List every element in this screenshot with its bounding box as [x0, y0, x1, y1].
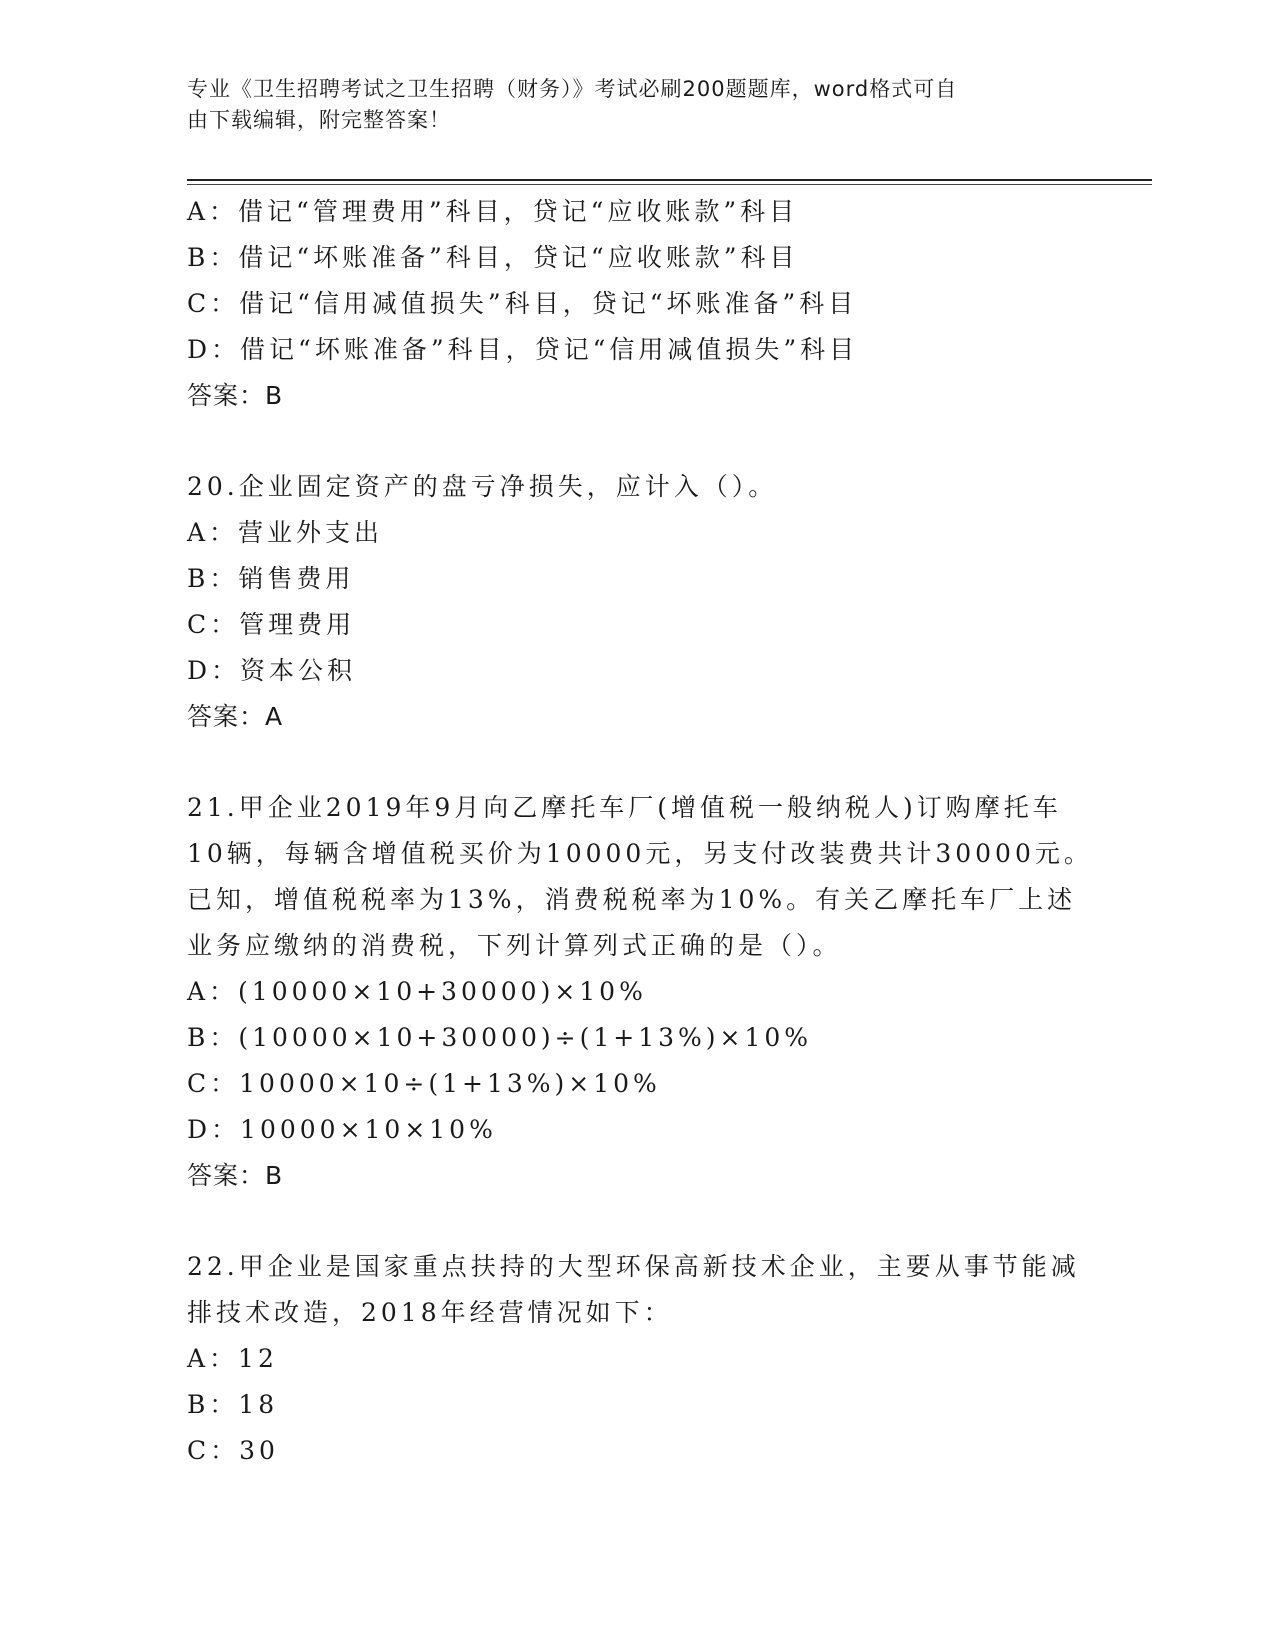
question-19: [187, 189, 1087, 419]
option-b: B：18: [187, 1390, 279, 1419]
option-a: A：营业外支出: [187, 518, 384, 547]
question-stem-line: 排技术改造，2018年经营情况如下：: [187, 1298, 673, 1327]
question-stem-line: 22.甲企业是国家重点扶持的大型环保高新技术企业，主要从事节能减: [187, 1252, 1080, 1281]
answer: 答案：B: [187, 381, 284, 410]
question-21: [187, 785, 1093, 1199]
header-divider-thick: [187, 179, 1152, 181]
option-b: B：(10000×10+30000)÷(1+13%)×10%: [187, 1023, 813, 1052]
option-b: B：借记“坏账准备”科目，贷记“应收账款”科目: [187, 243, 799, 272]
option-a: A：(10000×10+30000)×10%: [187, 977, 647, 1006]
option-c: C：30: [187, 1436, 279, 1465]
header-divider-thin: [187, 184, 1152, 185]
question-stem: 20.企业固定资产的盘亏净损失，应计入（）。: [187, 472, 778, 501]
question-list: [187, 189, 1093, 1474]
option-c: C：借记“信用减值损失”科目，贷记“坏账准备”科目: [187, 289, 858, 318]
header-line-1: 专业《卫生招聘考试之卫生招聘（财务）》考试必刷200题题库，word格式可自: [187, 77, 958, 101]
question-stem-line: 业务应缴纳的消费税，下列计算列式正确的是（）。: [187, 931, 842, 960]
question-stem-line: 21.甲企业2019年9月向乙摩托车厂(增值税一般纳税人)订购摩托车: [187, 793, 1062, 822]
header-line-2: 由下载编辑，附完整答案！: [187, 108, 451, 132]
spacer: [187, 740, 1087, 785]
document-header: [187, 74, 1087, 136]
option-d: D：资本公积: [187, 656, 357, 685]
answer: 答案：B: [187, 1161, 284, 1190]
option-d: D：借记“坏账准备”科目，贷记“信用减值损失”科目: [187, 335, 859, 364]
question-20: [187, 464, 1087, 740]
spacer: [187, 1199, 1087, 1244]
option-a: A：借记“管理费用”科目，贷记“应收账款”科目: [187, 197, 799, 226]
spacer: [187, 419, 1087, 464]
question-22: [187, 1244, 1087, 1474]
option-b: B：销售费用: [187, 564, 355, 593]
question-stem-line: 已知，增值税税率为13%，消费税税率为10%。有关乙摩托车厂上述: [187, 885, 1077, 914]
answer: 答案：A: [187, 702, 284, 731]
option-a: A：12: [187, 1344, 278, 1373]
option-c: C：10000×10÷(1+13%)×10%: [187, 1069, 661, 1098]
option-d: D：10000×10×10%: [187, 1115, 497, 1144]
option-c: C：管理费用: [187, 610, 356, 639]
question-stem-line: 10辆，每辆含增值税买价为10000元，另支付改装费共计30000元。: [187, 839, 1093, 868]
